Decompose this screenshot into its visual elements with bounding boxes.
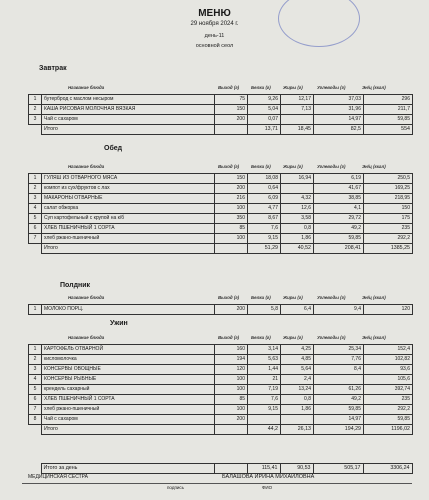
total-label: Итого: [42, 125, 215, 135]
dish-protein: 8,67: [248, 214, 281, 224]
dish-name: МОЛОКО ПОРЦ.: [42, 305, 215, 315]
snack-table: [28, 304, 413, 315]
dish-fat: 1,86: [281, 234, 314, 244]
header-protein: Белки (г): [251, 85, 271, 90]
dish-carbs: 9,4: [314, 305, 364, 315]
menu-row: [29, 415, 413, 425]
menu-row: [29, 385, 413, 395]
total-output: [215, 125, 248, 135]
dish-energy: 169,25: [364, 184, 413, 194]
day-total-label: Итого за день: [41, 464, 214, 474]
total-energy: 554: [364, 125, 413, 135]
row-number: 3: [29, 194, 42, 204]
dish-output: 75: [215, 95, 248, 105]
breakfast-title: Завтрак: [39, 65, 67, 72]
dish-fat: 4,25: [281, 345, 314, 355]
dish-carbs: 25,34: [314, 345, 364, 355]
dinner-header: Название блюда Выход (г) Белки (г) Жиры (г) Углеводы (г) Эн/ц (ккал): [68, 335, 386, 340]
dish-fat: 4,85: [281, 355, 314, 365]
row-number: 6: [29, 224, 42, 234]
menu-row: [29, 204, 413, 214]
dish-protein: 9,26: [248, 95, 281, 105]
dish-name: МАКАРОНЫ ОТВАРНЫЕ: [42, 194, 215, 204]
day-total-fat: 90,53: [280, 464, 313, 474]
dish-output: 150: [215, 105, 248, 115]
dish-fat: [281, 184, 314, 194]
day-total-row: [28, 464, 412, 474]
dish-protein: 9,15: [248, 234, 281, 244]
total-carbs: 82,5: [314, 125, 364, 135]
dish-output: 100: [215, 405, 248, 415]
dish-name: крендель сахарный: [42, 385, 215, 395]
menu-title: МЕНЮ: [198, 8, 231, 19]
dish-output: 350: [215, 214, 248, 224]
total-energy: 1385,25: [364, 244, 413, 254]
dish-fat: 0,8: [281, 395, 314, 405]
dish-carbs: 59,85: [314, 405, 364, 415]
menu-row: [29, 365, 413, 375]
total-label: Итого: [42, 244, 215, 254]
dish-protein: 1,44: [248, 365, 281, 375]
breakfast-header: [28, 84, 412, 93]
total-spacer: [29, 125, 42, 135]
row-number: 2: [29, 105, 42, 115]
dish-protein: 3,14: [248, 345, 281, 355]
row-number: 2: [29, 355, 42, 365]
menu-row: [29, 224, 413, 234]
dish-carbs: 14,97: [314, 115, 364, 125]
dish-output: 120: [215, 365, 248, 375]
dish-name: хлеб ржано-пшеничный: [42, 405, 215, 415]
dish-energy: 102,82: [364, 355, 413, 365]
dish-fat: 12,6: [281, 204, 314, 214]
dish-carbs: 49,2: [314, 224, 364, 234]
dish-protein: 5,04: [248, 105, 281, 115]
dish-carbs: 29,72: [314, 214, 364, 224]
meal-total-row: [29, 125, 413, 135]
total-fat: 18,45: [281, 125, 314, 135]
dish-output: 194: [215, 355, 248, 365]
signature-captions: [22, 483, 412, 494]
snack-title: Полдник: [60, 282, 91, 289]
dish-name: бутерброд с маслом несыром: [42, 95, 215, 105]
dish-energy: 392,74: [364, 385, 413, 395]
header-output: Выход (г): [218, 85, 240, 90]
signature-role: МЕДИЦИНСКАЯ СЕСТРА: [28, 474, 89, 480]
day-total-carbs: 505,17: [313, 464, 363, 474]
dish-output: 150: [215, 174, 248, 184]
lunch-table: [28, 173, 413, 254]
dish-name: КАША РИСОВАЯ МОЛОЧНАЯ ВЯЗКАЯ: [42, 105, 215, 115]
dish-energy: 59,85: [364, 415, 413, 425]
dish-protein: 9,15: [248, 405, 281, 415]
dish-name: хлеб ржано-пшеничный: [42, 234, 215, 244]
dish-carbs: 38,85: [314, 194, 364, 204]
dish-output: 100: [215, 375, 248, 385]
menu-row: [29, 355, 413, 365]
row-number: 5: [29, 385, 42, 395]
lunch-header: Название блюда Выход (г) Белки (г) Жиры (г) Углеводы (г) Эн/ц (ккал): [68, 164, 386, 169]
dish-fat: 7,13: [281, 105, 314, 115]
dish-energy: 93,6: [364, 365, 413, 375]
dish-protein: 4,77: [248, 204, 281, 214]
dish-protein: 5,8: [248, 305, 281, 315]
dish-energy: 59,85: [364, 115, 413, 125]
total-spacer: [29, 244, 42, 254]
meal-total-row: [29, 425, 413, 435]
menu-row: [29, 405, 413, 415]
menu-row: [29, 194, 413, 204]
total-spacer: [29, 425, 42, 435]
total-protein: 51,29: [248, 244, 281, 254]
dish-energy: 292,2: [364, 234, 413, 244]
row-number: 1: [29, 305, 42, 315]
row-number: 1: [29, 95, 42, 105]
dish-protein: 7,6: [248, 395, 281, 405]
dish-output: 200: [215, 305, 248, 315]
dish-name: Чай с сахаром: [42, 415, 215, 425]
menu-row: [29, 234, 413, 244]
row-number: 1: [29, 174, 42, 184]
dish-name: КОНСЕРВЫ ОВОЩНЫЕ: [42, 365, 215, 375]
signature-line: [22, 473, 412, 483]
dish-fat: 13,24: [281, 385, 314, 395]
menu-date: 29 ноября 2024 г.: [190, 21, 239, 27]
lunch-title: Обед: [104, 145, 123, 152]
dish-name: салат обжорка: [42, 204, 215, 214]
dish-energy: 175: [364, 214, 413, 224]
total-protein: 44,2: [248, 425, 281, 435]
dish-output: 85: [215, 224, 248, 234]
dish-energy: 150: [364, 204, 413, 214]
menu-row: [29, 345, 413, 355]
dish-carbs: 49,2: [314, 395, 364, 405]
dish-output: 85: [215, 395, 248, 405]
day-total-energy: 3306,24: [363, 464, 412, 474]
total-carbs: 208,41: [314, 244, 364, 254]
dish-fat: 5,64: [281, 365, 314, 375]
header-energy: Эн/ц (ккал): [362, 85, 386, 90]
dish-protein: 5,63: [248, 355, 281, 365]
day-total-protein: 115,41: [247, 464, 280, 474]
dish-output: 200: [215, 415, 248, 425]
header-carbs: Углеводы (г): [317, 85, 346, 90]
menu-row: [29, 115, 413, 125]
dish-fat: 3,58: [281, 214, 314, 224]
dish-carbs: 4,1: [314, 204, 364, 214]
snack-header: Название блюда Выход (г) Белки (г) Жиры (г) Углеводы (г) Эн/ц (ккал): [68, 295, 386, 300]
total-output: [215, 425, 248, 435]
dish-fat: 0,8: [281, 224, 314, 234]
dish-protein: 18,08: [248, 174, 281, 184]
dinner-title: Ужин: [110, 320, 128, 327]
menu-row: [29, 395, 413, 405]
dish-energy: 211,7: [364, 105, 413, 115]
dish-protein: 0,07: [248, 115, 281, 125]
dish-output: 200: [215, 115, 248, 125]
total-protein: 13,71: [248, 125, 281, 135]
row-number: 4: [29, 204, 42, 214]
dish-energy: 218,95: [364, 194, 413, 204]
dish-carbs: 6,19: [314, 174, 364, 184]
row-number: 3: [29, 365, 42, 375]
signature-name: БАЛАШОВА ИРИНА МИХАЙЛОВНА: [222, 474, 315, 480]
dish-name: Суп картофельный с крупой на к/б: [42, 214, 215, 224]
dish-output: 100: [215, 204, 248, 214]
signature-caption: подпись: [167, 485, 185, 490]
row-number: 3: [29, 115, 42, 125]
dish-carbs: 59,85: [314, 234, 364, 244]
header-name: Название блюда: [68, 85, 105, 90]
row-number: 8: [29, 415, 42, 425]
row-number: 1: [29, 345, 42, 355]
dish-protein: 6,09: [248, 194, 281, 204]
dish-energy: 235: [364, 224, 413, 234]
menu-row: [29, 214, 413, 224]
dish-protein: 21: [248, 375, 281, 385]
menu-day: день-11: [204, 33, 225, 39]
total-output: [215, 244, 248, 254]
row-number: 6: [29, 395, 42, 405]
dish-fat: 4,32: [281, 194, 314, 204]
dish-name: КОНСЕРВЫ РЫБНЫЕ: [42, 375, 215, 385]
dish-name: КАРТОФЕЛЬ ОТВАРНОЙ: [42, 345, 215, 355]
dish-protein: [248, 415, 281, 425]
menu-row: [29, 375, 413, 385]
dish-name: компот из сух/фруктов с лах: [42, 184, 215, 194]
dish-energy: 105,6: [364, 375, 413, 385]
dish-fat: 1,86: [281, 405, 314, 415]
dish-energy: 152,4: [364, 345, 413, 355]
dish-output: 100: [215, 234, 248, 244]
dish-carbs: 37,03: [314, 95, 364, 105]
total-carbs: 194,29: [314, 425, 364, 435]
menu-row: [29, 105, 413, 115]
dish-protein: 7,6: [248, 224, 281, 234]
dish-energy: 250,5: [364, 174, 413, 184]
dish-fat: 16,94: [281, 174, 314, 184]
dish-carbs: [314, 375, 364, 385]
row-number: 5: [29, 214, 42, 224]
dish-protein: 0,64: [248, 184, 281, 194]
dish-fat: [281, 415, 314, 425]
row-number: 4: [29, 375, 42, 385]
dish-name: ХЛЕБ ПШЕНИЧНЫЙ 1 СОРТА: [42, 224, 215, 234]
dish-carbs: 7,76: [314, 355, 364, 365]
dish-name: ГУЛЯШ ИЗ ОТВАРНОГО МЯСА: [42, 174, 215, 184]
total-label: Итого: [42, 425, 215, 435]
dish-carbs: 8,4: [314, 365, 364, 375]
dish-energy: 235: [364, 395, 413, 405]
dish-carbs: 41,67: [314, 184, 364, 194]
dish-energy: 292,2: [364, 405, 413, 415]
dish-output: 200: [215, 184, 248, 194]
name-caption: ФИО: [262, 485, 273, 490]
dish-energy: 120: [364, 305, 413, 315]
dish-output: 100: [215, 385, 248, 395]
dish-name: Чай с сахаром: [42, 115, 215, 125]
dish-name: ХЛЕБ ПШЕНИЧНЫЙ 1 СОРТА: [42, 395, 215, 405]
menu-row: [29, 174, 413, 184]
row-number: 2: [29, 184, 42, 194]
dish-output: 216: [215, 194, 248, 204]
dish-fat: 6,4: [281, 305, 314, 315]
total-energy: 1196,02: [364, 425, 413, 435]
menu-row: [29, 184, 413, 194]
breakfast-table: [28, 94, 413, 135]
meal-total-row: [29, 244, 413, 254]
row-number: 7: [29, 405, 42, 415]
dish-output: 160: [215, 345, 248, 355]
dish-carbs: 61,26: [314, 385, 364, 395]
dish-carbs: 31,96: [314, 105, 364, 115]
dinner-table: [28, 344, 413, 435]
menu-row: [29, 95, 413, 105]
dish-fat: 2,4: [281, 375, 314, 385]
dish-fat: 12,17: [281, 95, 314, 105]
dish-energy: 296: [364, 95, 413, 105]
header-fat: Жиры (г): [283, 85, 303, 90]
total-fat: 40,52: [281, 244, 314, 254]
dish-protein: 7,19: [248, 385, 281, 395]
dish-carbs: 14,97: [314, 415, 364, 425]
dish-name: кисломолочка: [42, 355, 215, 365]
row-number: 7: [29, 234, 42, 244]
menu-type: основной сеол: [195, 43, 234, 49]
total-fat: 26,13: [281, 425, 314, 435]
dish-fat: [281, 115, 314, 125]
menu-row: [29, 305, 413, 315]
